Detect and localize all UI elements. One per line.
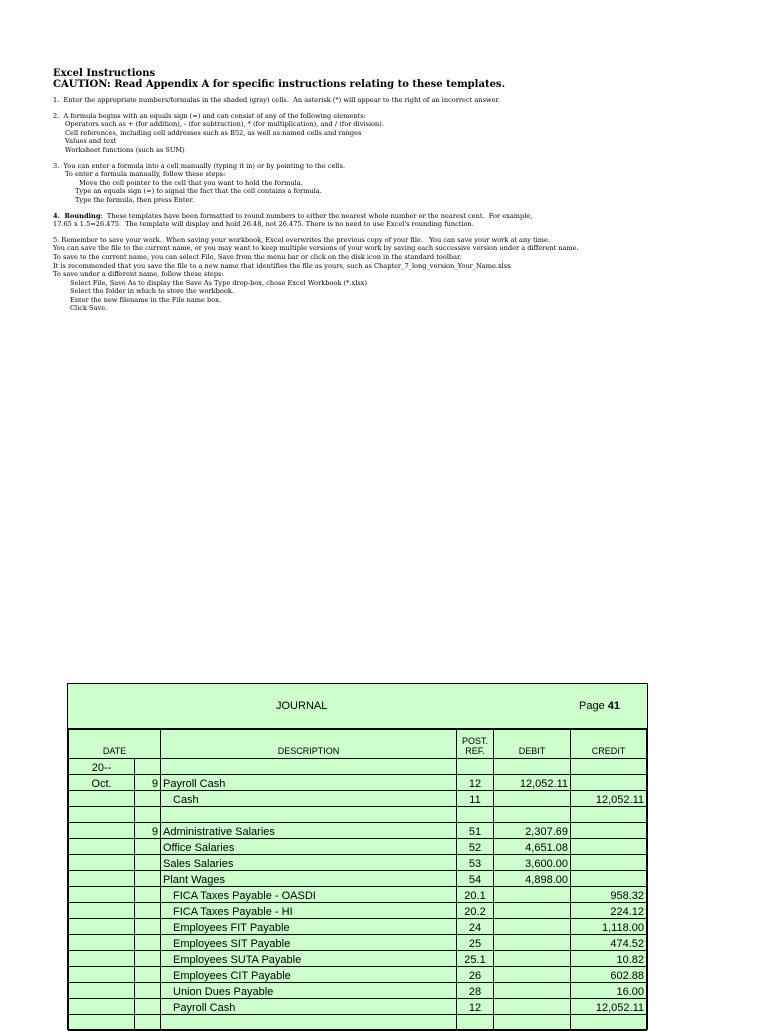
cell-credit[interactable]: 224.12	[571, 903, 647, 919]
cell-month[interactable]	[69, 791, 135, 807]
cell-month[interactable]	[69, 807, 135, 823]
cell-debit[interactable]: 4,651.08	[494, 839, 571, 855]
step-3-item: Type an equals sign (=) to signal the fact that the cell contains a formula.	[75, 187, 322, 196]
step-3-item: Move the cell pointer to the cell that you want to hold the formula.	[79, 178, 303, 187]
journal-row	[69, 983, 647, 999]
journal-row	[69, 887, 647, 903]
cell-post-ref[interactable]: 54	[457, 871, 494, 887]
cell-month[interactable]	[69, 823, 135, 839]
cell-day[interactable]: 9	[135, 775, 161, 791]
header-description: DESCRIPTION	[161, 730, 457, 759]
step-4-cont: 17.65 x 1.5=26.475. The template will display and hold 26.48, not 26.475. There is no need to use Excel's rounding function.	[53, 220, 474, 229]
cell-debit[interactable]: 4,898.00	[494, 871, 571, 887]
cell-post-ref[interactable]: 24	[457, 919, 494, 935]
cell-post-ref[interactable]	[457, 1015, 494, 1031]
step-5-line: You can save the file to the current name, or you may want to keep multiple versions of your work by saving each successive version under a different name.	[53, 244, 579, 253]
step-5-item: Select File, Save As to display the Save As Type drop-box, chose Excel Workbook (*.xlsx)	[70, 278, 368, 287]
cell-debit[interactable]	[494, 807, 571, 823]
step-3-item: Type the formula, then press Enter.	[75, 195, 194, 204]
cell-debit[interactable]	[494, 967, 571, 983]
step-5-line: It is recommended that you save the file to a new name that identifies the file as yours, such as Chapter_7_long_version_Your_Name.xlsx	[53, 261, 511, 270]
cell-description[interactable]: Employees SIT Payable	[161, 935, 457, 951]
cell-month[interactable]	[69, 855, 135, 871]
journal-row	[69, 951, 647, 967]
cell-day[interactable]	[135, 935, 161, 951]
journal-row	[69, 919, 647, 935]
step-2-intro: 2. A formula begins with an equals sign (=) and can consist of any of the following elements:	[53, 111, 366, 120]
cell-credit[interactable]: 1,118.00	[571, 919, 647, 935]
cell-credit[interactable]	[571, 775, 647, 791]
cell-month[interactable]	[69, 871, 135, 887]
cell-description[interactable]: Plant Wages	[161, 871, 457, 887]
cell-day[interactable]	[135, 919, 161, 935]
cell-month[interactable]	[69, 983, 135, 999]
journal-title: JOURNAL	[276, 700, 328, 712]
journal-table	[68, 729, 647, 1031]
cell-debit[interactable]	[494, 999, 571, 1015]
cell-month[interactable]	[69, 1015, 135, 1031]
cell-description[interactable]: FICA Taxes Payable - HI	[161, 903, 457, 919]
cell-month[interactable]	[69, 919, 135, 935]
cell-credit[interactable]	[571, 807, 647, 823]
cell-day[interactable]	[135, 887, 161, 903]
cell-month[interactable]: Oct.	[69, 775, 135, 791]
cell-debit[interactable]	[494, 791, 571, 807]
step-5-line: To save under a different name, follow these steps:	[53, 270, 224, 279]
cell-month[interactable]	[69, 887, 135, 903]
cell-debit[interactable]	[494, 951, 571, 967]
cell-post-ref[interactable]: 12	[457, 999, 494, 1015]
cell-credit[interactable]	[571, 823, 647, 839]
cell-credit[interactable]: 12,052.11	[571, 791, 647, 807]
journal-row	[69, 871, 647, 887]
cell-description[interactable]: Administrative Salaries	[161, 823, 457, 839]
step-2-item: Operators such as + (for addition), - (for subtraction), * (for multiplication), and / (for division).	[65, 120, 384, 129]
cell-month[interactable]	[69, 839, 135, 855]
cell-month[interactable]	[69, 903, 135, 919]
cell-day[interactable]	[135, 839, 161, 855]
cell-day[interactable]	[135, 951, 161, 967]
cell-post-ref[interactable]: 26	[457, 967, 494, 983]
journal-sheet	[67, 683, 648, 1030]
step-3-intro: 3. You can enter a formula into a cell manually (typing it in) or by pointing to the cells.	[53, 161, 346, 170]
cell-debit[interactable]	[494, 919, 571, 935]
cell-description[interactable]: Office Salaries	[161, 839, 457, 855]
cell-description[interactable]	[161, 759, 457, 775]
step-5: 5. Remember to save your work. When saving your workbook, Excel overwrites the previous copy of your file. You can save your work at any time.	[53, 235, 551, 244]
cell-description[interactable]: Cash	[161, 791, 457, 807]
cell-post-ref[interactable]: 52	[457, 839, 494, 855]
cell-credit[interactable]	[571, 1015, 647, 1031]
instructions-title: Excel Instructions	[53, 68, 156, 79]
journal-row	[69, 855, 647, 871]
cell-post-ref[interactable]: 12	[457, 775, 494, 791]
page-label: Page	[579, 700, 605, 712]
cell-description[interactable]	[161, 1015, 457, 1031]
header-debit: DEBIT	[494, 730, 571, 759]
cell-description[interactable]: Payroll Cash	[161, 999, 457, 1015]
cell-day[interactable]: 9	[135, 823, 161, 839]
cell-credit[interactable]	[571, 839, 647, 855]
cell-post-ref[interactable]: 25	[457, 935, 494, 951]
cell-day[interactable]	[135, 983, 161, 999]
post-ref-line-1: POST.	[461, 736, 488, 746]
cell-debit[interactable]	[494, 1015, 571, 1031]
cell-post-ref[interactable]: 20.2	[457, 903, 494, 919]
cell-day[interactable]	[135, 999, 161, 1015]
cell-description[interactable]: Employees SUTA Payable	[161, 951, 457, 967]
cell-debit[interactable]	[494, 903, 571, 919]
cell-post-ref[interactable]: 20.1	[457, 887, 494, 903]
cell-credit[interactable]: 602.88	[571, 967, 647, 983]
journal-row	[69, 807, 647, 823]
step-1: 1. Enter the appropriate numbers/formulas in the shaded (gray) cells. An asterisk (*) will appear to the right of an incorrect answer.	[53, 96, 501, 104]
journal-row	[69, 967, 647, 983]
cell-day[interactable]	[135, 807, 161, 823]
cell-credit[interactable]	[571, 855, 647, 871]
cell-credit[interactable]: 10.82	[571, 951, 647, 967]
journal-row	[69, 791, 647, 807]
cell-post-ref[interactable]: 25.1	[457, 951, 494, 967]
step-3-sub: To enter a formula manually, follow these steps:	[65, 170, 226, 179]
excel-instructions	[53, 68, 753, 313]
cell-description[interactable]	[161, 807, 457, 823]
cell-debit[interactable]	[494, 759, 571, 775]
cell-description[interactable]: Employees FIT Payable	[161, 919, 457, 935]
header-post-ref	[457, 730, 494, 759]
journal-row	[69, 903, 647, 919]
cell-day[interactable]	[135, 791, 161, 807]
cell-month[interactable]	[69, 967, 135, 983]
post-ref-line-2: REF.	[465, 746, 485, 756]
cell-credit[interactable]	[571, 759, 647, 775]
step-2-item: Worksheet functions (such as SUM)	[65, 145, 185, 154]
caution-line: CAUTION: Read Appendix A for specific instructions relating to these templates.	[53, 79, 506, 90]
cell-credit[interactable]: 474.52	[571, 935, 647, 951]
cell-month[interactable]: 20--	[69, 759, 135, 775]
header-credit: CREDIT	[571, 730, 647, 759]
cell-credit[interactable]: 958.32	[571, 887, 647, 903]
cell-post-ref[interactable]	[457, 759, 494, 775]
cell-post-ref[interactable]: 11	[457, 791, 494, 807]
rounding-label: 4. Rounding	[53, 211, 101, 220]
cell-post-ref[interactable]: 28	[457, 983, 494, 999]
step-2-item: Cell references, including cell addresses such as B52, as well as named cells and ranges	[65, 128, 362, 137]
cell-debit[interactable]	[494, 887, 571, 903]
cell-debit[interactable]: 12,052.11	[494, 775, 571, 791]
journal-row	[69, 775, 647, 791]
cell-debit[interactable]	[494, 983, 571, 999]
cell-description[interactable]: Payroll Cash	[161, 775, 457, 791]
journal-row	[69, 1015, 647, 1031]
page-indicator	[579, 700, 620, 712]
step-5-line: To save to the current name, you can select File, Save from the menu bar or click on the disk icon in the standard toolbar.	[53, 252, 462, 261]
cell-post-ref[interactable]: 53	[457, 855, 494, 871]
cell-description[interactable]: Sales Salaries	[161, 855, 457, 871]
journal-row	[69, 999, 647, 1015]
cell-day[interactable]	[135, 855, 161, 871]
cell-credit[interactable]: 12,052.11	[571, 999, 647, 1015]
cell-day[interactable]	[135, 967, 161, 983]
journal-row	[69, 823, 647, 839]
cell-debit[interactable]: 3,600.00	[494, 855, 571, 871]
cell-month[interactable]	[69, 999, 135, 1015]
cell-post-ref[interactable]	[457, 807, 494, 823]
cell-credit[interactable]: 16.00	[571, 983, 647, 999]
step-5-item: Click Save.	[70, 304, 108, 313]
page-number: 41	[607, 700, 621, 712]
journal-row	[69, 935, 647, 951]
cell-description[interactable]: Union Dues Payable	[161, 983, 457, 999]
cell-post-ref[interactable]: 51	[457, 823, 494, 839]
cell-description[interactable]: FICA Taxes Payable - OASDI	[161, 887, 457, 903]
journal-title-bar	[68, 684, 647, 730]
step-5-item: Select the folder in which to store the workbook.	[70, 287, 234, 296]
journal-row	[69, 759, 647, 775]
cell-debit[interactable]: 2,307.69	[494, 823, 571, 839]
cell-day[interactable]	[135, 871, 161, 887]
step-2-item: Values and text	[65, 137, 117, 146]
cell-day[interactable]	[135, 1015, 161, 1031]
rounding-text: : These templates have been formatted to round numbers to either the nearest whole number or the nearest cent. For example,	[100, 211, 533, 220]
cell-day[interactable]	[135, 759, 161, 775]
cell-month[interactable]	[69, 935, 135, 951]
step-5-item: Enter the new filename in the File name box.	[70, 295, 222, 304]
cell-debit[interactable]	[494, 935, 571, 951]
cell-credit[interactable]	[571, 871, 647, 887]
cell-month[interactable]	[69, 951, 135, 967]
journal-row	[69, 839, 647, 855]
header-date: DATE	[69, 730, 161, 759]
journal-header-row	[69, 730, 647, 759]
step-4	[53, 212, 753, 221]
cell-day[interactable]	[135, 903, 161, 919]
cell-description[interactable]: Employees CIT Payable	[161, 967, 457, 983]
